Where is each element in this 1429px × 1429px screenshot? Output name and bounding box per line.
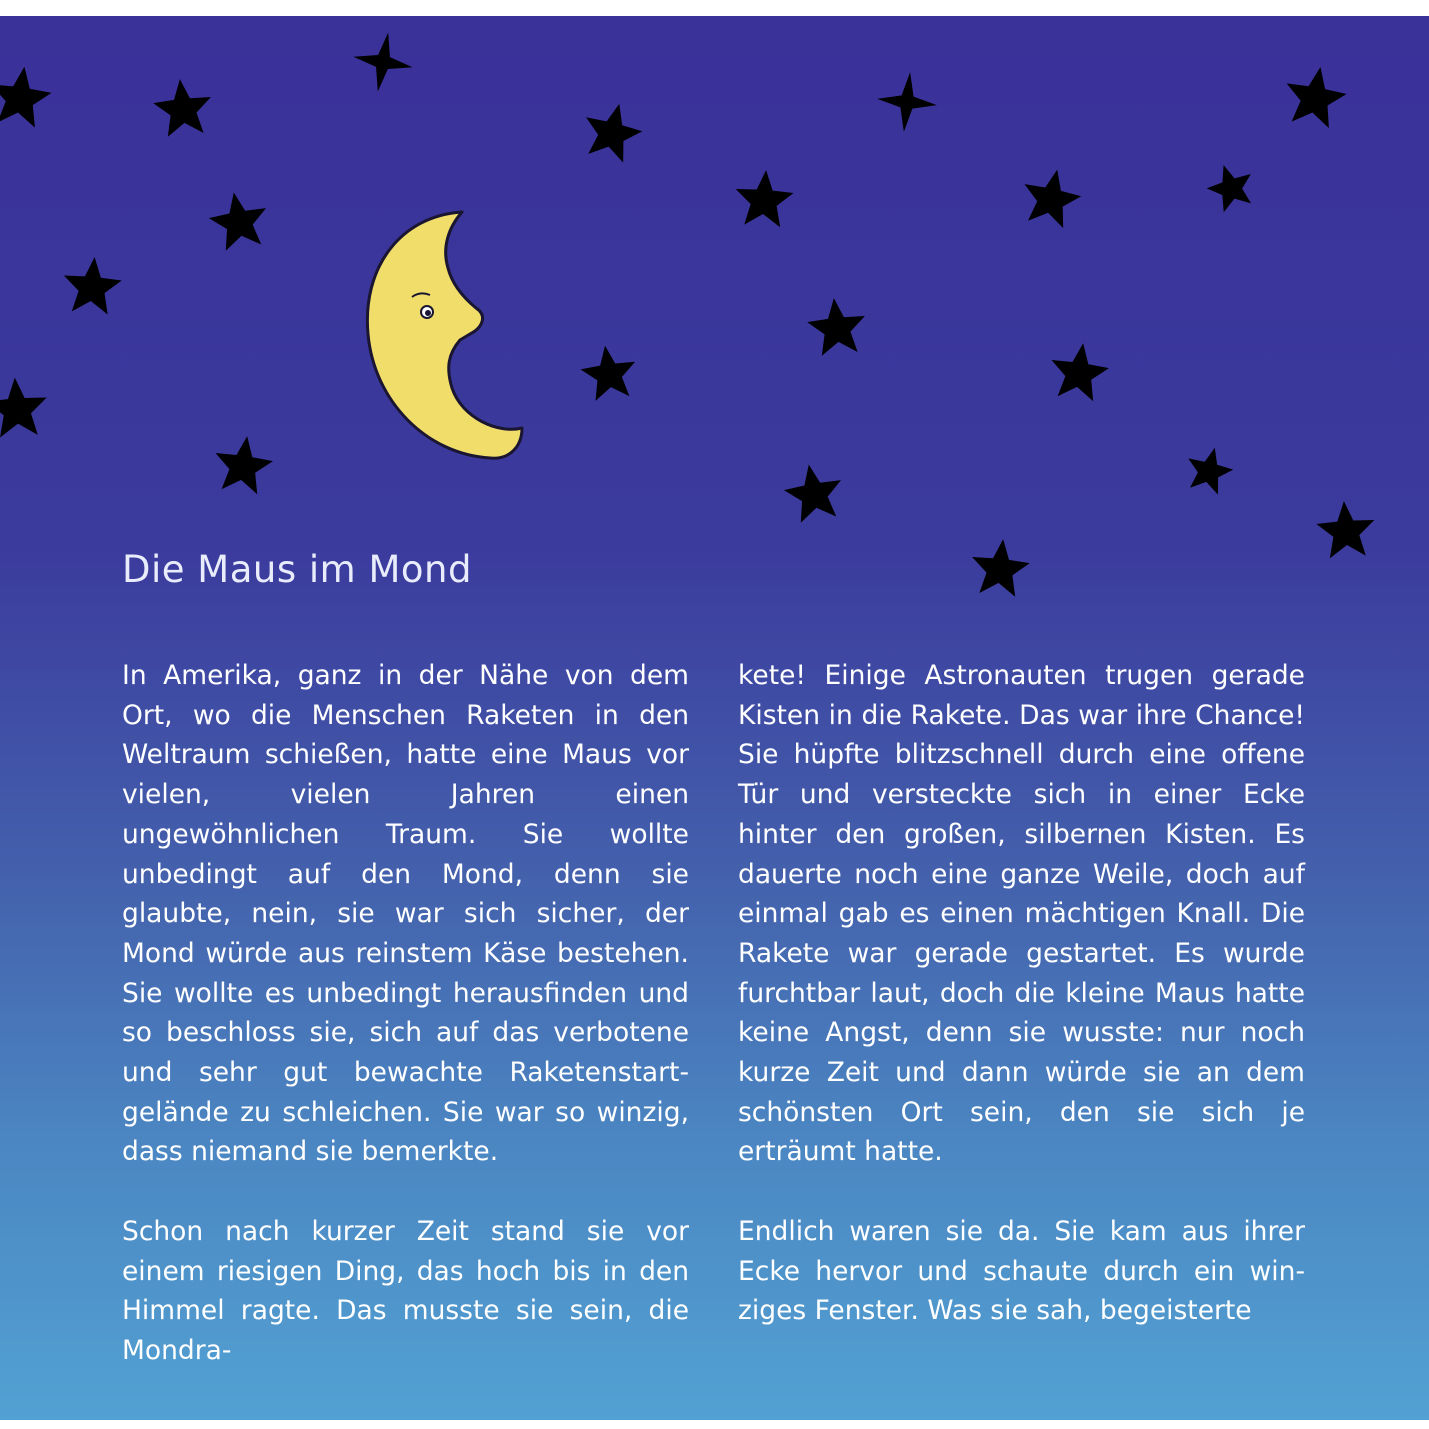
- star-icon: [780, 459, 847, 524]
- night-sky-illustration: [0, 16, 1429, 636]
- star-icon: [1017, 164, 1085, 231]
- text-column-left: [122, 656, 689, 1410]
- star-icon: [578, 97, 648, 165]
- star-icon: [968, 536, 1032, 598]
- star-icon: [1315, 499, 1377, 559]
- crescent-moon-icon: [367, 212, 522, 458]
- star-icon: [205, 187, 272, 252]
- text-column-right: [738, 656, 1305, 1371]
- star-icon: [0, 375, 49, 438]
- star-icon: [211, 432, 276, 496]
- paragraph: kete! Einige Astronauten trugen gerade Kisten in die Rakete. Das war ihre Chance! Sie hüpfte blitzschnell durch eine offene Tür und versteckte sich in einer Ecke hinter den großen, silbernen Kisten. Es dauerte noch eine ganze Weile, doch auf einmal gab es einen mächtigen Knall. Die Rakete war gerade gestartet. Es wurde furchtbar laut, doch die kleine Maus hatte keine Angst, denn sie wusste: nur noch kurze Zeit und dann würde sie an dem schönsten Ort sein, den sie sich je erträumt hatte.: [738, 660, 1305, 1168]
- star-icon: [1047, 339, 1112, 403]
- star-icon: [151, 76, 215, 138]
- star-icon: [1202, 158, 1260, 215]
- star-icon: [61, 255, 124, 316]
- paragraph: In Amerika, ganz in der Nähe von dem Ort, wo die Menschen Raketen in den Weltraum schießen, hatte eine Maus vor vielen, vielen Jahren einen ungewöhnlichen Traum. Sie wollte unbedingt auf den Mond, denn sie glaubte, nein, sie war sich sicher, der Mond würde aus reinstem Käse bestehen. Sie wollte es unbedingt herausfinden und so beschloss sie, sich auf das verbotene und sehr gut bewachte Raketenstartgelände zu schleichen. Sie war so winzig, dass niemand sie bemerkte.: [122, 660, 689, 1168]
- star-icon: [805, 295, 869, 357]
- star-icon: [1280, 62, 1350, 130]
- paragraph: Endlich waren sie da. Sie kam aus ihrer Ecke hervor und schaute durch ein winziges Fenster. Was sie sah, begeisterte: [738, 1215, 1305, 1327]
- star-icon: [578, 342, 640, 402]
- paragraph: Schon nach kurzer Zeit stand sie vor einem riesigen Ding, das hoch bis in den Himmel ragte. Das musste sie sein, die Mondra-: [122, 1215, 689, 1366]
- book-page: [0, 16, 1429, 1420]
- star-icon: [733, 168, 795, 228]
- star-icon: [874, 69, 940, 135]
- star-icon: [0, 63, 55, 130]
- star-icon: [1181, 442, 1237, 497]
- star-icon: [348, 27, 418, 97]
- story-title: Die Maus im Mond: [122, 548, 472, 591]
